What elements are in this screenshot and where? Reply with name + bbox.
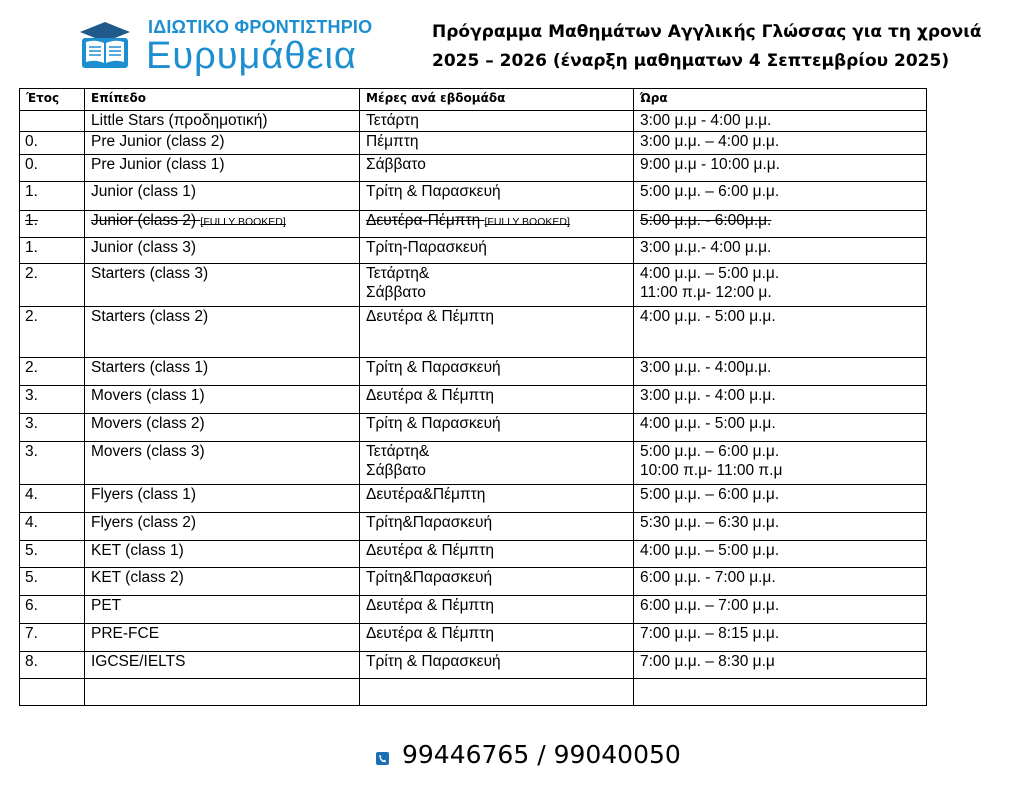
table-header-row bbox=[20, 89, 927, 111]
table-row bbox=[20, 358, 927, 386]
cell-time bbox=[634, 442, 927, 485]
table-row bbox=[20, 182, 927, 211]
page-title bbox=[432, 18, 1022, 76]
cell-year: 2. bbox=[20, 264, 85, 307]
cell-level: Little Stars (προδημοτική) bbox=[85, 111, 360, 132]
cell-level bbox=[85, 211, 360, 238]
table-row bbox=[20, 568, 927, 596]
cell-time: 5:00 μ.μ. – 6:00 μ.μ. bbox=[634, 182, 927, 211]
cell-level: PRE-FCE bbox=[85, 624, 360, 652]
cell-level: Movers (class 3) bbox=[85, 442, 360, 485]
cell-time: 3:00 μ.μ - 4:00 μ.μ. bbox=[634, 111, 927, 132]
table-row bbox=[20, 485, 927, 513]
cell-year: 0. bbox=[20, 155, 85, 182]
time-line-1: 5:00 μ.μ. – 6:00 μ.μ. bbox=[640, 443, 780, 460]
table-row-empty bbox=[20, 679, 927, 706]
cell-time bbox=[634, 679, 927, 706]
cell-days: Πέμπτη bbox=[360, 132, 634, 155]
header-time: Ώρα bbox=[634, 89, 927, 111]
cell-year: 4. bbox=[20, 513, 85, 541]
cell-time: 7:00 μ.μ. – 8:15 μ.μ. bbox=[634, 624, 927, 652]
cell-time: 5:00 μ.μ. – 6:00 μ.μ. bbox=[634, 485, 927, 513]
time-line-2: 10:00 π.μ- 11:00 π.μ bbox=[640, 462, 783, 479]
cell-year bbox=[20, 679, 85, 706]
days-text: Δευτέρα-Πέμπτη bbox=[366, 212, 481, 229]
phone-icon bbox=[376, 752, 389, 765]
cell-time: 3:00 μ.μ. – 4:00 μ.μ. bbox=[634, 132, 927, 155]
cell-days: Τρίτη-Παρασκευή bbox=[360, 238, 634, 264]
cell-level: Starters (class 2) bbox=[85, 307, 360, 358]
cell-time: 4:00 μ.μ. - 5:00 μ.μ. bbox=[634, 307, 927, 358]
time-line-2: 11:00 π.μ- 12:00 μ. bbox=[640, 284, 772, 301]
cell-time: 6:00 μ.μ. - 7:00 μ.μ. bbox=[634, 568, 927, 596]
cell-level: IGCSE/IELTS bbox=[85, 652, 360, 679]
cell-level: Flyers (class 1) bbox=[85, 485, 360, 513]
table-row bbox=[20, 307, 927, 358]
cell-level: PET bbox=[85, 596, 360, 624]
logo-name: Ευρυμάθεια bbox=[146, 35, 357, 77]
table-row bbox=[20, 132, 927, 155]
cell-days: Τρίτη&Παρασκευή bbox=[360, 513, 634, 541]
cell-days: Δευτέρα & Πέμπτη bbox=[360, 624, 634, 652]
cell-time: 4:00 μ.μ. – 5:00 μ.μ. bbox=[634, 541, 927, 568]
days-line-1: Τετάρτη& bbox=[366, 443, 430, 460]
cell-level: Movers (class 1) bbox=[85, 386, 360, 414]
table-row bbox=[20, 386, 927, 414]
cell-level: KET (class 2) bbox=[85, 568, 360, 596]
cell-time: 4:00 μ.μ. - 5:00 μ.μ. bbox=[634, 414, 927, 442]
book-logo-icon bbox=[76, 18, 134, 72]
cell-days: Δευτέρα & Πέμπτη bbox=[360, 307, 634, 358]
cell-days: Δευτέρα&Πέμπτη bbox=[360, 485, 634, 513]
cell-year bbox=[20, 111, 85, 132]
cell-time: 3:00 μ.μ. - 4:00 μ.μ. bbox=[634, 386, 927, 414]
cell-days: Τετάρτη bbox=[360, 111, 634, 132]
table-row bbox=[20, 264, 927, 307]
cell-days bbox=[360, 264, 634, 307]
logo bbox=[76, 14, 406, 77]
cell-time: 7:00 μ.μ. – 8:30 μ.μ bbox=[634, 652, 927, 679]
fully-booked-note: [FULLY BOOKED] bbox=[484, 216, 570, 228]
cell-year: 0. bbox=[20, 132, 85, 155]
cell-days bbox=[360, 679, 634, 706]
level-text: Junior (class 2) bbox=[91, 212, 197, 229]
cell-days: Τρίτη & Παρασκευή bbox=[360, 358, 634, 386]
cell-year: 4. bbox=[20, 485, 85, 513]
table-row bbox=[20, 652, 927, 679]
header-days: Μέρες ανά εβδομάδα bbox=[360, 89, 634, 111]
cell-year: 5. bbox=[20, 568, 85, 596]
cell-level: Movers (class 2) bbox=[85, 414, 360, 442]
schedule-table bbox=[19, 88, 927, 706]
cell-days: Σάββατο bbox=[360, 155, 634, 182]
cell-time: 9:00 μ.μ - 10:00 μ.μ. bbox=[634, 155, 927, 182]
cell-level: Starters (class 1) bbox=[85, 358, 360, 386]
cell-year: 2. bbox=[20, 307, 85, 358]
cell-level: Pre Junior (class 2) bbox=[85, 132, 360, 155]
table-row bbox=[20, 111, 927, 132]
table-row bbox=[20, 541, 927, 568]
cell-year: 3. bbox=[20, 442, 85, 485]
cell-days bbox=[360, 442, 634, 485]
header-year: Έτος bbox=[20, 89, 85, 111]
days-line-2: Σάββατο bbox=[366, 284, 426, 301]
cell-days: Τρίτη & Παρασκευή bbox=[360, 414, 634, 442]
cell-year: 1. bbox=[20, 182, 85, 211]
table-row bbox=[20, 238, 927, 264]
cell-year: 3. bbox=[20, 386, 85, 414]
cell-days bbox=[360, 211, 634, 238]
cell-level: KET (class 1) bbox=[85, 541, 360, 568]
cell-time: 5:00 μ.μ. - 6:00μ.μ. bbox=[634, 211, 927, 238]
table-row bbox=[20, 155, 927, 182]
cell-level bbox=[85, 679, 360, 706]
title-line-2: 2025 – 2026 (έναρξη μαθηματων 4 Σεπτεμβρίου 2025) bbox=[432, 51, 950, 71]
header-level: Επίπεδο bbox=[85, 89, 360, 111]
title-line-1: Πρόγραμμα Μαθημάτων Αγγλικής Γλώσσας για τη χρονιά bbox=[432, 22, 982, 42]
fully-booked-note: [FULLY BOOKED] bbox=[200, 216, 286, 228]
cell-time: 3:00 μ.μ. - 4:00μ.μ. bbox=[634, 358, 927, 386]
phone-numbers[interactable]: 99446765 / 99040050 bbox=[402, 740, 681, 769]
cell-year: 1. bbox=[20, 211, 85, 238]
cell-days: Δευτέρα & Πέμπτη bbox=[360, 386, 634, 414]
cell-level: Junior (class 3) bbox=[85, 238, 360, 264]
cell-year: 5. bbox=[20, 541, 85, 568]
cell-year: 3. bbox=[20, 414, 85, 442]
cell-level: Junior (class 1) bbox=[85, 182, 360, 211]
cell-time: 5:30 μ.μ. – 6:30 μ.μ. bbox=[634, 513, 927, 541]
cell-time bbox=[634, 264, 927, 307]
days-line-2: Σάββατο bbox=[366, 462, 426, 479]
cell-time: 6:00 μ.μ. – 7:00 μ.μ. bbox=[634, 596, 927, 624]
time-line-1: 4:00 μ.μ. – 5:00 μ.μ. bbox=[640, 265, 780, 282]
table-row bbox=[20, 513, 927, 541]
cell-year: 1. bbox=[20, 238, 85, 264]
table-row bbox=[20, 414, 927, 442]
cell-days: Τρίτη & Παρασκευή bbox=[360, 182, 634, 211]
cell-days: Δευτέρα & Πέμπτη bbox=[360, 596, 634, 624]
table-row-fully-booked bbox=[20, 211, 927, 238]
table-row bbox=[20, 624, 927, 652]
cell-year: 7. bbox=[20, 624, 85, 652]
cell-level: Starters (class 3) bbox=[85, 264, 360, 307]
cell-year: 6. bbox=[20, 596, 85, 624]
cell-time: 3:00 μ.μ.- 4:00 μ.μ. bbox=[634, 238, 927, 264]
cell-year: 2. bbox=[20, 358, 85, 386]
logo-subtitle: ΙΔΙΩΤΙΚΟ ΦΡΟΝΤΙΣΤΗΡΙΟ bbox=[148, 17, 373, 37]
cell-days: Τρίτη & Παρασκευή bbox=[360, 652, 634, 679]
cell-days: Τρίτη&Παρασκευή bbox=[360, 568, 634, 596]
table-row bbox=[20, 442, 927, 485]
table-row bbox=[20, 596, 927, 624]
days-line-1: Τετάρτη& bbox=[366, 265, 430, 282]
cell-days: Δευτέρα & Πέμπτη bbox=[360, 541, 634, 568]
cell-year: 8. bbox=[20, 652, 85, 679]
cell-level: Flyers (class 2) bbox=[85, 513, 360, 541]
cell-level: Pre Junior (class 1) bbox=[85, 155, 360, 182]
